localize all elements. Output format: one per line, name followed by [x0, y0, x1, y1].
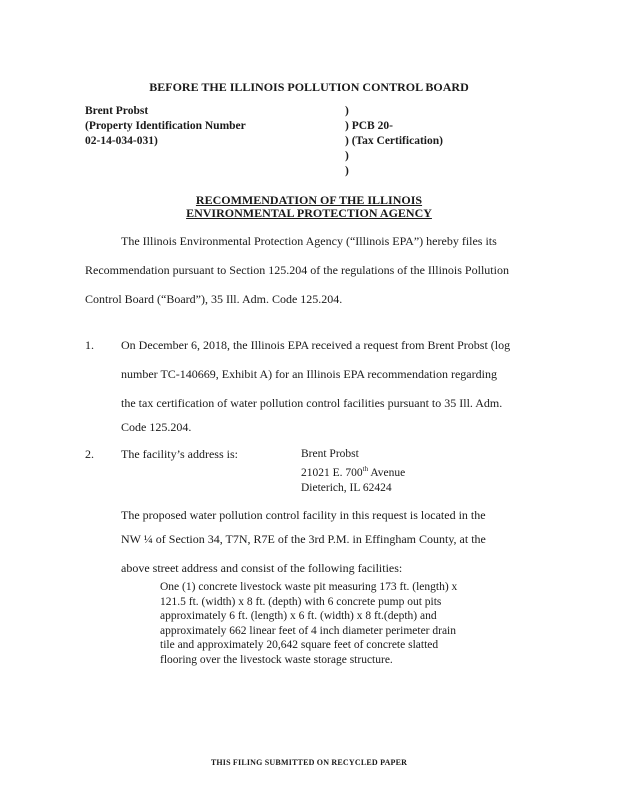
- board-title: BEFORE THE ILLINOIS POLLUTION CONTROL BOARD: [149, 80, 469, 94]
- paragraph-2-number: 2.: [85, 447, 94, 461]
- paragraph-1-line: Code 125.204.: [121, 420, 192, 434]
- intro-line: Control Board (“Board”), 35 Ill. Adm. Code 125.204.: [85, 292, 343, 306]
- footer-recycled-paper: THIS FILING SUBMITTED ON RECYCLED PAPER: [210, 758, 408, 767]
- paragraph-1-line: number TC-140669, Exhibit A) for an Illinois EPA recommendation regarding: [121, 367, 497, 381]
- paragraph-2b-line: The proposed water pollution control facility in this request is located in the: [121, 508, 486, 522]
- paragraph-1-number: 1.: [85, 338, 94, 352]
- facility-line: approximately 662 linear feet of 4 inch diameter perimeter drain: [160, 624, 457, 637]
- paragraph-2b-line: NW ¼ of Section 34, T7N, R7E of the 3rd P.M. in Effingham County, at the: [121, 532, 486, 546]
- caption-left-line: 02-14-034-031): [85, 135, 158, 147]
- paragraph-2b-line: above street address and consist of the following facilities:: [121, 561, 403, 575]
- facility-line: One (1) concrete livestock waste pit measuring 173 ft. (length) x: [160, 581, 458, 593]
- facility-address: [301, 447, 405, 496]
- caption-right-line: ): [345, 105, 349, 117]
- caption-left-line: Brent Probst: [85, 105, 149, 117]
- address-street-number: 21021 E. 700: [301, 466, 363, 479]
- address-name: Brent Probst: [301, 448, 359, 460]
- caption-left-line: (Property Identification Number: [85, 120, 246, 132]
- intro-line: The Illinois Environmental Protection Agency (“Illinois EPA”) hereby files its: [121, 234, 497, 248]
- facility-address-label: The facility’s address is:: [121, 447, 238, 461]
- caption-left: [85, 104, 246, 149]
- address-city: Dieterich, IL 62424: [301, 481, 392, 494]
- facility-line: approximately 6 ft. (length) x 6 ft. (width) x 8 ft.(depth) and: [160, 610, 437, 622]
- paragraph-1-line: the tax certification of water pollution control facilities pursuant to 35 Ill. Adm.: [121, 396, 503, 410]
- address-street-name: Avenue: [368, 466, 406, 479]
- caption-right-line: ) PCB 20-: [345, 120, 393, 132]
- caption-right-line: ): [345, 150, 349, 162]
- intro-line: Recommendation pursuant to Section 125.204 of the regulations of the Illinois Pollution: [85, 263, 509, 277]
- facility-description: [160, 580, 490, 667]
- address-street-suffix: th: [362, 465, 369, 473]
- facility-line: 121.5 ft. (width) x 8 ft. (depth) with 6 concrete pump out pits: [160, 595, 442, 608]
- caption-right: [345, 104, 443, 179]
- facility-line: tile and approximately 20,642 square feet of concrete slatted: [160, 639, 439, 651]
- caption-right-line: ): [345, 165, 349, 177]
- caption-right-line: ) (Tax Certification): [345, 135, 443, 147]
- facility-line: flooring over the livestock waste storage structure.: [160, 653, 393, 666]
- recommendation-title-line-2: ENVIRONMENTAL PROTECTION AGENCY: [186, 206, 432, 220]
- recommendation-title-line-1: RECOMMENDATION OF THE ILLINOIS: [195, 193, 423, 207]
- paragraph-1-line: On December 6, 2018, the Illinois EPA received a request from Brent Probst (log: [121, 338, 511, 352]
- address-street: [301, 462, 405, 481]
